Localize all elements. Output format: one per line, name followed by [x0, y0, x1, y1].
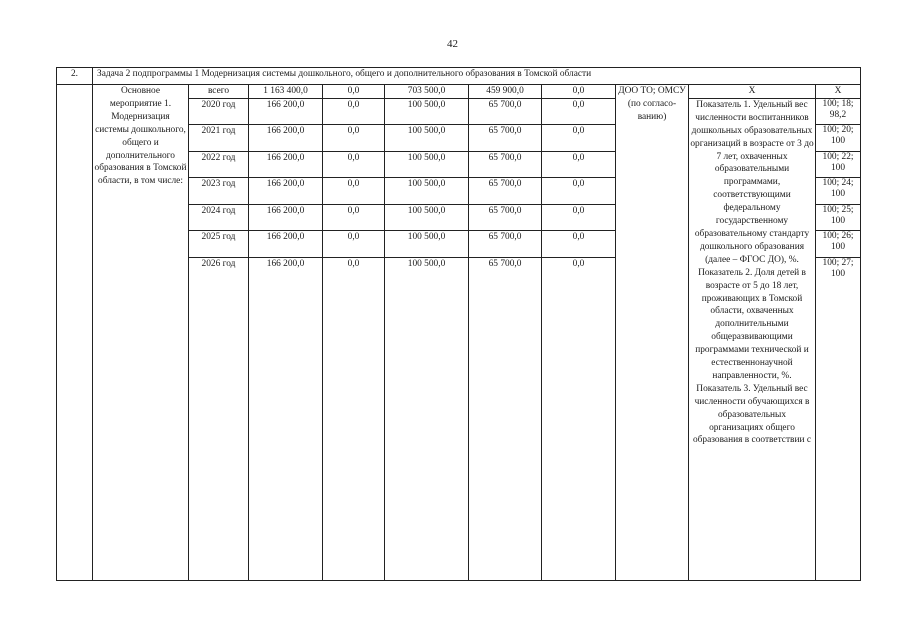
other-cell: 0,0	[542, 98, 616, 125]
page-number: 42	[447, 38, 458, 50]
total-cell: 166 200,0	[249, 98, 323, 125]
regional-cell: 100 500,0	[385, 204, 469, 231]
indicator-value-cell: 100; 22; 100	[816, 151, 861, 178]
task-number: 2.	[57, 68, 93, 85]
total-cell: 166 200,0	[249, 125, 323, 152]
indicator-value-cell: 100; 26; 100	[816, 231, 861, 258]
local-cell: 65 700,0	[469, 98, 542, 125]
local-cell: 65 700,0	[469, 204, 542, 231]
regional-cell: 100 500,0	[385, 178, 469, 205]
regional-cell: 100 500,0	[385, 231, 469, 258]
other-cell: 0,0	[542, 125, 616, 152]
indicators-cell: Показатель 1. Удельный вес численности воспитанников дошкольных образовательных организаций в возрасте от 3 до 7 лет, охваченных образовательными программами, соответствующими федеральному государственному образовательному стандарту дошкольного образования (далее – ФГОС ДО), %. Показатель 2. Доля детей в возрасте от 5 до 18 лет, проживающих в Томской области, охваченных дополнительными общеразвивающими программами технической и естественнонаучной направленности, %. Показатель 3. Удельный вес численности обучающихся в образовательных организациях общего образования в соответствии с	[689, 98, 816, 580]
federal-cell: 0,0	[323, 178, 385, 205]
executor-cell: ДОО ТО; ОМСУ (по согласо-ванию)	[616, 85, 689, 581]
local-cell: 65 700,0	[469, 178, 542, 205]
task-row	[57, 68, 861, 85]
federal-cell: 0,0	[323, 257, 385, 580]
local-cell: 65 700,0	[469, 257, 542, 580]
period-cell: 2025 год	[189, 231, 249, 258]
table-row	[57, 85, 861, 99]
indicator-value-cell: 100; 24; 100	[816, 178, 861, 205]
local-cell: 65 700,0	[469, 125, 542, 152]
indicator-value-cell: 100; 20; 100	[816, 125, 861, 152]
other-cell: 0,0	[542, 178, 616, 205]
regional-cell: 100 500,0	[385, 125, 469, 152]
period-cell: 2020 год	[189, 98, 249, 125]
indicator-x-cell: Х	[689, 85, 816, 99]
indicator-value-cell: 100; 18; 98,2	[816, 98, 861, 125]
total-cell: 166 200,0	[249, 151, 323, 178]
period-cell: всего	[189, 85, 249, 99]
indicator-value-cell: 100; 27; 100	[816, 257, 861, 580]
total-cell: 1 163 400,0	[249, 85, 323, 99]
federal-cell: 0,0	[323, 151, 385, 178]
period-cell: 2024 год	[189, 204, 249, 231]
indicator-value-cell: 100; 25; 100	[816, 204, 861, 231]
regional-cell: 100 500,0	[385, 151, 469, 178]
other-cell: 0,0	[542, 204, 616, 231]
total-cell: 166 200,0	[249, 257, 323, 580]
local-cell: 65 700,0	[469, 231, 542, 258]
other-cell: 0,0	[542, 85, 616, 99]
period-cell: 2023 год	[189, 178, 249, 205]
federal-cell: 0,0	[323, 231, 385, 258]
total-cell: 166 200,0	[249, 231, 323, 258]
period-cell: 2021 год	[189, 125, 249, 152]
federal-cell: 0,0	[323, 98, 385, 125]
total-cell: 166 200,0	[249, 204, 323, 231]
local-cell: 65 700,0	[469, 151, 542, 178]
federal-cell: 0,0	[323, 85, 385, 99]
empty-number-cell	[57, 85, 93, 581]
activity-description: Основное мероприятие 1. Модернизация системы дошкольного, общего и дополнительного образования в Томской области, в том числе:	[93, 85, 189, 581]
period-cell: 2022 год	[189, 151, 249, 178]
period-cell: 2026 год	[189, 257, 249, 580]
regional-cell: 703 500,0	[385, 85, 469, 99]
other-cell: 0,0	[542, 231, 616, 258]
federal-cell: 0,0	[323, 204, 385, 231]
local-cell: 459 900,0	[469, 85, 542, 99]
regional-cell: 100 500,0	[385, 98, 469, 125]
other-cell: 0,0	[542, 257, 616, 580]
federal-cell: 0,0	[323, 125, 385, 152]
program-table	[56, 67, 861, 581]
task-title: Задача 2 подпрограммы 1 Модернизация системы дошкольного, общего и дополнительного образования в Томской области	[93, 68, 861, 85]
other-cell: 0,0	[542, 151, 616, 178]
value-x-cell: Х	[816, 85, 861, 99]
total-cell: 166 200,0	[249, 178, 323, 205]
regional-cell: 100 500,0	[385, 257, 469, 580]
